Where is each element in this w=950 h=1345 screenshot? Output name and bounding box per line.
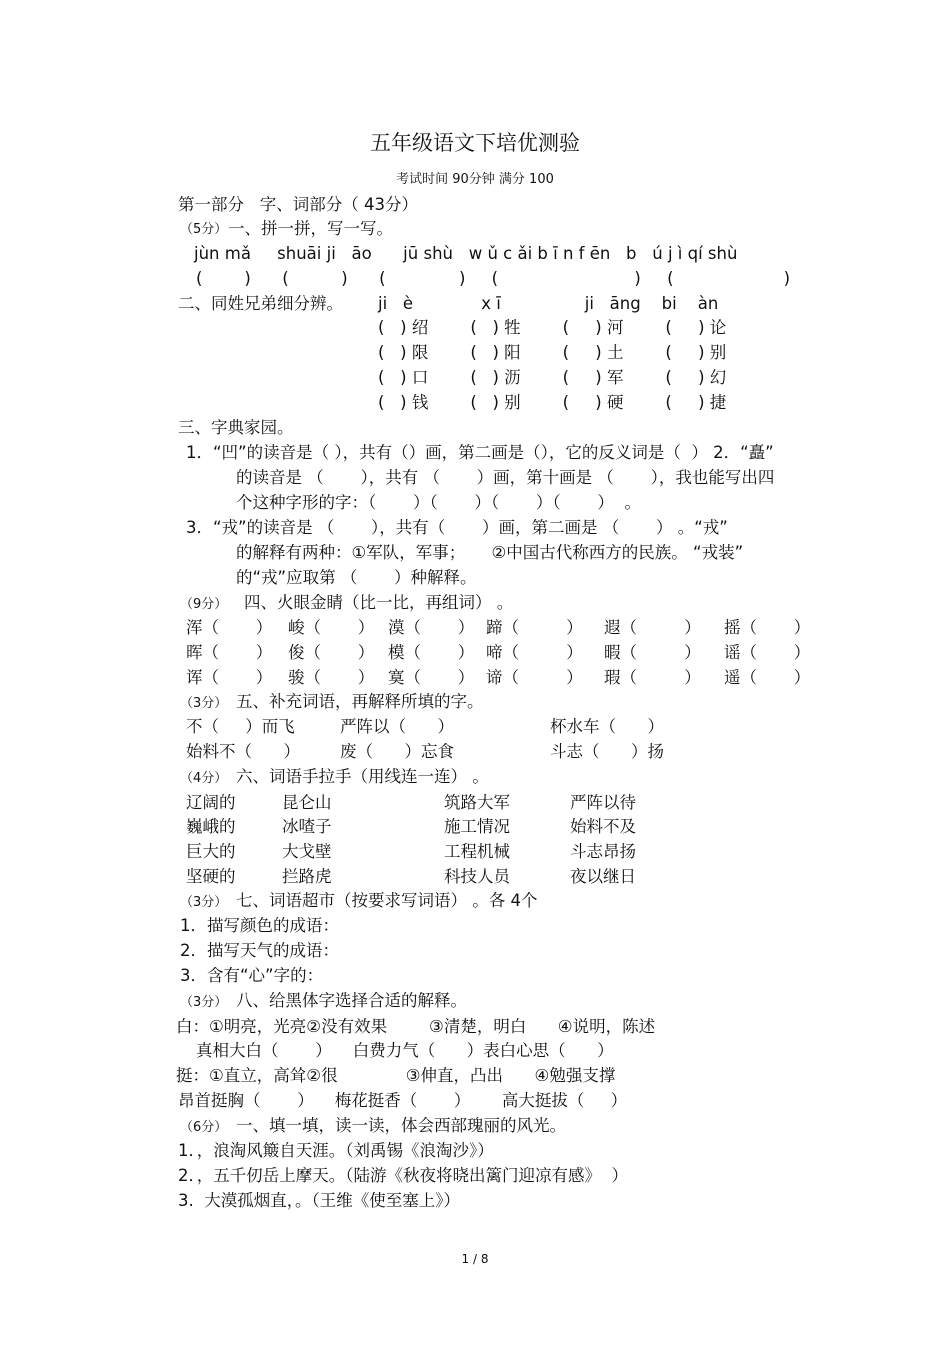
q4-item[interactable]: 诨（ ） <box>186 668 273 687</box>
q4-item[interactable]: 暇（ ） <box>604 643 701 662</box>
q5-item[interactable]: 杯水车（ ） <box>550 717 664 736</box>
q6-word[interactable]: 巨大的 <box>186 842 236 861</box>
q6-heading: 六、词语手拉手（用线连一连） 。 <box>236 767 489 786</box>
q4-item[interactable]: 蹄（ ） <box>486 618 583 637</box>
q4-item[interactable]: 浑（ ） <box>186 618 273 637</box>
q3-heading: 三、字典家园。 <box>178 418 294 437</box>
q9-score: （6分） <box>180 1120 228 1135</box>
q6-word[interactable]: 斗志昂扬 <box>570 842 636 861</box>
q6-word[interactable]: 夜以继日 <box>570 867 636 886</box>
q6-word[interactable]: 筑路大军 <box>444 793 510 812</box>
q6-word[interactable]: 巍峨的 <box>186 817 236 836</box>
q8-ting-definitions: 挺：①直立，高耸②很 ③伸直，凸出 ④勉强支撑 <box>176 1066 616 1085</box>
q2-pinyin: ji è x ī ji āng bi àn <box>378 294 719 313</box>
q6-score: （4分） <box>180 771 228 786</box>
q2-row-4[interactable]: ( ) 钱 ( ) 别 ( ) 硬 ( ) 捷 <box>378 393 727 412</box>
q1-heading: 一、拼一拼，写一写。 <box>228 219 393 238</box>
q5-item[interactable]: 始料不（ ） <box>186 742 300 761</box>
q4-item[interactable]: 遥（ ） <box>724 668 811 687</box>
q4-item[interactable]: 峻（ ） <box>288 618 375 637</box>
q4-item[interactable]: 谛（ ） <box>486 668 583 687</box>
q2-row-1[interactable]: ( ) 绍 ( ) 牲 ( ) 河 ( ) 论 <box>378 318 727 337</box>
q7-heading: 七、词语超市（按要求写词语） 。各 4个 <box>236 891 538 910</box>
q3-line-6: 的“戎”应取第 （ ）种解释。 <box>236 568 477 587</box>
q5-item[interactable]: 废（ ）忘食 <box>340 742 454 761</box>
q3-line-5: 的解释有两种：①军队，军事； ②中国古代称西方的民族。 “戎装” <box>236 543 744 562</box>
q4-score: （9分） <box>180 597 228 612</box>
q6-word[interactable]: 辽阔的 <box>186 793 236 812</box>
q6-word[interactable]: 施工情况 <box>444 817 510 836</box>
q1-blanks[interactable]: ( ) ( ) ( ) ( ) ( ) <box>196 269 791 288</box>
q7-item: 2．描写天气的成语： <box>180 941 339 960</box>
q4-item[interactable]: 俊（ ） <box>288 643 375 662</box>
q6-word[interactable]: 大戈壁 <box>282 842 332 861</box>
q4-item[interactable]: 漠（ ） <box>388 618 475 637</box>
q5-heading: 五、补充词语，再解释所填的字。 <box>236 692 484 711</box>
q3-line-2: 的读音是 （ ），共有 （ ）画，第十画是 （ ），我也能写出四 <box>236 468 775 487</box>
q4-item[interactable]: 遐（ ） <box>604 618 701 637</box>
q6-word[interactable]: 严阵以待 <box>570 793 636 812</box>
q4-item[interactable]: 谣（ ） <box>724 643 811 662</box>
q8-heading: 八、给黑体字选择合适的解释。 <box>236 991 467 1010</box>
q8-bai-definitions: 白：①明亮，光亮②没有效果 ③清楚，明白 ④说明，陈述 <box>176 1017 656 1036</box>
q5-item[interactable]: 不（ ）而飞 <box>186 717 295 736</box>
q1-score: （5分） <box>180 222 228 237</box>
q6-word[interactable]: 始料不及 <box>570 817 636 836</box>
q9-item[interactable]: 3. 大漠孤烟直，。（王维《使至塞上》） <box>178 1191 460 1210</box>
q6-word[interactable]: 工程机械 <box>444 842 510 861</box>
q3-line-3: 个这种字形的字：（ ）（ ）（ ）（ ） 。 <box>236 493 641 512</box>
q6-word[interactable]: 冰喳子 <box>282 817 332 836</box>
q6-word[interactable]: 科技人员 <box>444 867 510 886</box>
q8-score: （3分） <box>180 995 228 1010</box>
q5-item[interactable]: 斗志（ ）扬 <box>550 742 664 761</box>
q7-item: 3．含有“心”字的： <box>180 966 324 985</box>
q4-item[interactable]: 寞（ ） <box>388 668 475 687</box>
page-title: 五年级语文下培优测验 <box>370 131 580 155</box>
q5-score: （3分） <box>180 696 228 711</box>
q6-word[interactable]: 坚硬的 <box>186 867 236 886</box>
q7-score: （3分） <box>180 895 228 910</box>
q4-item[interactable]: 摇（ ） <box>724 618 811 637</box>
q5-item[interactable]: 严阵以（ ） <box>340 717 454 736</box>
q2-heading: 二、同姓兄弟细分辨。 <box>178 294 343 313</box>
q2-row-2[interactable]: ( ) 限 ( ) 阳 ( ) 土 ( ) 别 <box>378 343 727 362</box>
q6-word[interactable]: 拦路虎 <box>282 867 332 886</box>
q1-pinyin: jùn mǎ shuāi ji āo jū shù w ǔ c ǎi b ī n f ēn b ú j ì qí shù <box>194 244 738 263</box>
q3-line-4: 3．“戎”的读音是 （ ），共有（ ）画，第二画是 （ ） 。“戎” <box>186 518 728 537</box>
q8-bai-examples[interactable]: 真相大白（ ） 白费力气（ ）表白心思（ ） <box>196 1041 614 1060</box>
q4-item[interactable]: 瑕（ ） <box>604 668 701 687</box>
part1-heading: 第一部分 字、词部分（ 43分） <box>178 195 418 214</box>
q3-line-1: 1．“凹”的读音是（ ），共有（）画，第二画是（），它的反义词是（ ） 2．“矗” <box>186 443 774 462</box>
q9-item[interactable]: 2．，五千仞岳上摩天。（陆游《秋夜将晓出篱门迎凉有感》 ） <box>178 1166 628 1185</box>
q4-item[interactable]: 晖（ ） <box>186 643 273 662</box>
q4-heading: 四、火眼金睛（比一比，再组词） 。 <box>244 593 514 612</box>
q4-item[interactable]: 模（ ） <box>388 643 475 662</box>
q2-row-3[interactable]: ( ) 口 ( ) 沥 ( ) 军 ( ) 幻 <box>378 368 727 387</box>
q9-item[interactable]: 1．，浪淘风簸自天涯。（刘禹锡《浪淘沙》） <box>178 1141 494 1160</box>
q7-item: 1．描写颜色的成语： <box>180 916 339 935</box>
q4-item[interactable]: 骏（ ） <box>288 668 375 687</box>
page-number: 1 / 8 <box>461 1252 489 1266</box>
q9-heading: 一、填一填，读一读，体会西部瑰丽的风光。 <box>236 1116 566 1135</box>
q8-ting-examples[interactable]: 昂首挺胸（ ） 梅花挺香（ ） 高大挺拔（ ） <box>178 1091 628 1110</box>
exam-info: 考试时间 90分钟 满分 100 <box>396 172 554 187</box>
q4-item[interactable]: 啼（ ） <box>486 643 583 662</box>
q6-word[interactable]: 昆仑山 <box>282 793 332 812</box>
